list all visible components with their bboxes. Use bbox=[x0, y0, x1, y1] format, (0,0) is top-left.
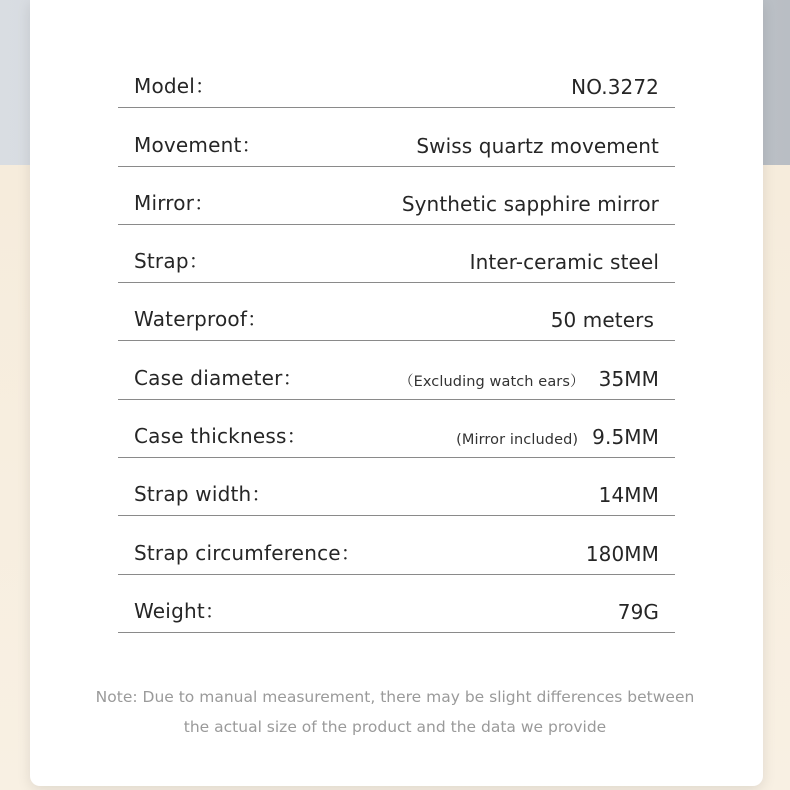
spec-value bbox=[571, 75, 659, 99]
spec-row-waterproof bbox=[118, 283, 675, 341]
spec-value-text: Swiss quartz movement bbox=[416, 133, 659, 158]
disclaimer-line-2: the actual size of the product and the data we provide bbox=[183, 718, 607, 736]
spec-label: Model： bbox=[134, 74, 216, 99]
spec-label: Movement： bbox=[134, 132, 262, 157]
spec-value-text: 50 meters bbox=[550, 308, 654, 333]
spec-row-case-thickness bbox=[118, 400, 675, 458]
spec-value-text: Synthetic sapphire mirror bbox=[401, 191, 659, 216]
spec-label: Strap width： bbox=[134, 482, 272, 507]
spec-value bbox=[399, 367, 659, 391]
spec-row-mirror bbox=[118, 167, 675, 225]
spec-value bbox=[470, 250, 659, 274]
spec-value-text: 14MM bbox=[598, 483, 659, 508]
spec-row-weight bbox=[118, 575, 675, 633]
spec-row-strap-circumference bbox=[118, 516, 675, 574]
spec-value bbox=[416, 134, 659, 158]
spec-value-text: 35MM bbox=[598, 366, 659, 391]
spec-label: Strap circumference： bbox=[134, 540, 361, 565]
spec-row-strap bbox=[118, 225, 675, 283]
spec-value bbox=[551, 308, 654, 332]
spec-value bbox=[586, 542, 659, 566]
spec-value bbox=[456, 425, 659, 449]
spec-row-strap-width bbox=[118, 458, 675, 516]
spec-label: Strap： bbox=[134, 249, 209, 274]
spec-table bbox=[118, 50, 675, 633]
spec-label: Case thickness： bbox=[134, 424, 307, 449]
disclaimer-line-1: Note: Due to manual measurement, there may be slight differences between bbox=[95, 688, 695, 706]
spec-row-model bbox=[118, 50, 675, 108]
spec-value-text: 180MM bbox=[585, 541, 659, 566]
spec-label: Waterproof： bbox=[134, 307, 268, 332]
spec-label: Weight： bbox=[134, 598, 226, 623]
spec-value bbox=[402, 192, 659, 216]
spec-label: Case diameter： bbox=[134, 365, 303, 390]
spec-card bbox=[30, 0, 763, 786]
spec-note: （Excluding watch ears） bbox=[398, 373, 585, 390]
spec-label: Mirror： bbox=[134, 190, 215, 215]
spec-value-text: Inter-ceramic steel bbox=[469, 250, 659, 275]
spec-value bbox=[599, 483, 659, 507]
disclaimer-note bbox=[40, 682, 750, 742]
spec-value-text: NO.3272 bbox=[571, 75, 659, 100]
spec-row-case-diameter bbox=[118, 341, 675, 399]
spec-value-text: 79G bbox=[617, 599, 659, 624]
spec-note: (Mirror included) bbox=[456, 432, 579, 449]
spec-value-text: 9.5MM bbox=[592, 425, 659, 450]
spec-row-movement bbox=[118, 108, 675, 166]
spec-value bbox=[618, 600, 659, 624]
